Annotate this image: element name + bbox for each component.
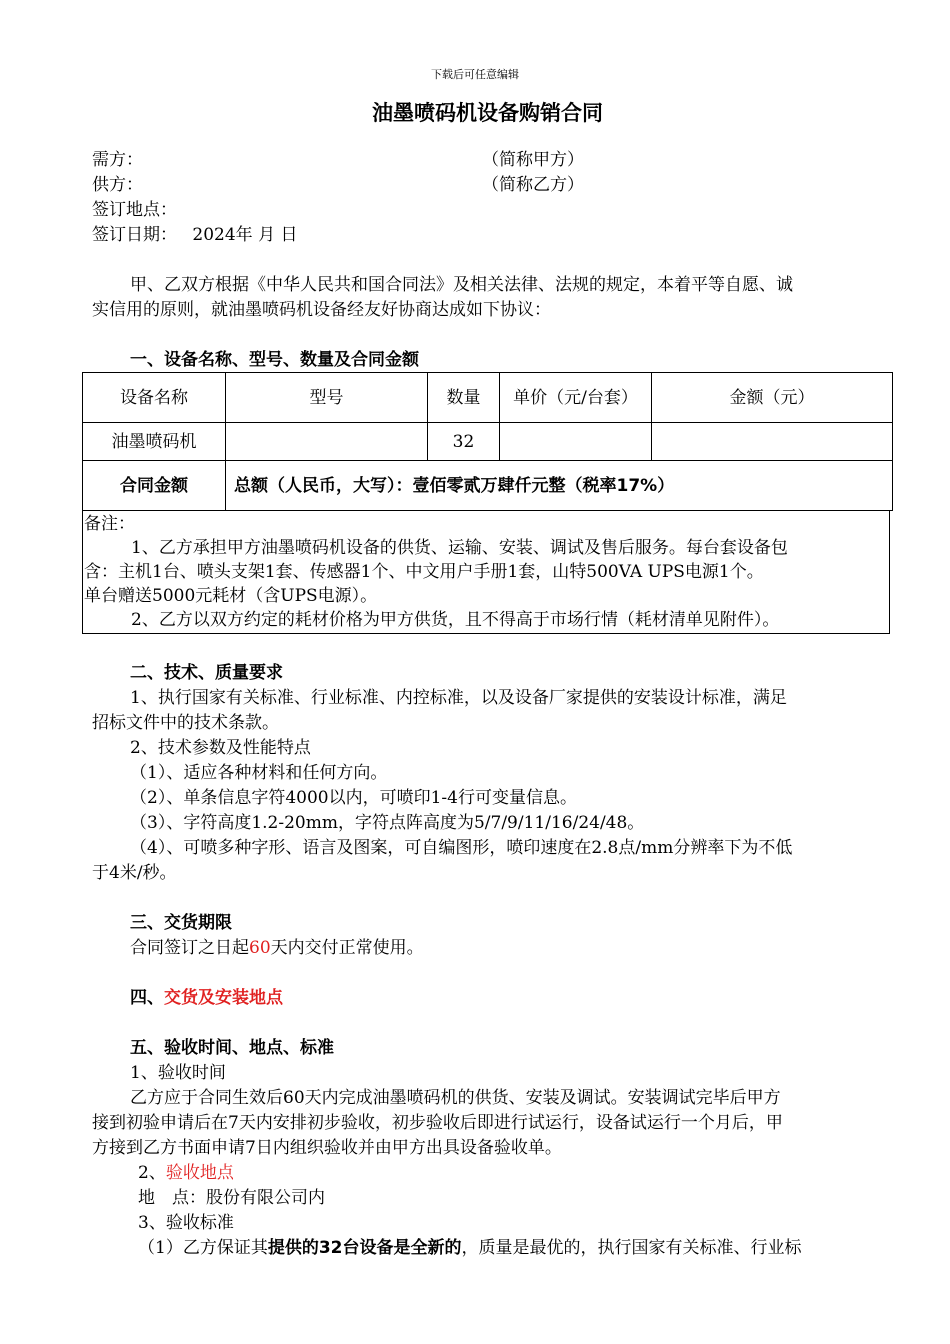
- col-header: 金额（元）: [652, 373, 893, 423]
- table-cell: [500, 423, 652, 461]
- remark-1-line-2: 含：主机1台、喷头支架1套、传感器1个、中文用户手册1套，山特500VA UPS电源1个。: [84, 562, 764, 582]
- acceptance-item-3: 3、验收标准: [138, 1213, 234, 1233]
- col-header: 设备名称: [83, 373, 226, 423]
- table-cell: [226, 423, 428, 461]
- acceptance-item-2-prefix: 2、: [138, 1163, 166, 1183]
- sign-date-value: 2024年 月 日: [192, 225, 298, 245]
- table-cell: 32: [428, 423, 500, 461]
- table-total-row: [83, 461, 893, 511]
- section4-prefix: 四、: [130, 988, 164, 1008]
- total-label: 合同金额: [83, 461, 226, 511]
- sign-date-label: 签订日期：: [92, 225, 177, 245]
- col-header: 单价（元/台套）: [500, 373, 652, 423]
- seller-note: （简称乙方）: [482, 175, 584, 195]
- equipment-table: [82, 372, 893, 511]
- table-row: [83, 423, 893, 461]
- tech-item-1-line-2: 招标文件中的技术条款。: [92, 713, 279, 733]
- sign-place-label: 签订地点：: [92, 200, 177, 220]
- tech-item-2: 2、技术参数及性能特点: [130, 738, 311, 758]
- remarks-label: 备注：: [84, 514, 135, 534]
- col-header: 数量: [428, 373, 500, 423]
- delivery-text-before: 合同签订之日起: [130, 938, 249, 958]
- tech-sub-2: （2）、单条信息字符4000以内，可喷印1-4行可变量信息。: [130, 788, 577, 808]
- acceptance-para-line-1: 乙方应于合同生效后60天内完成油墨喷码机的供货、安装及调试。安装调试完毕后甲方: [130, 1088, 781, 1108]
- tech-sub-3: （3）、字符高度1.2-20mm，字符点阵高度为5/7/9/11/16/24/48。: [130, 813, 645, 833]
- seller-label: 供方：: [92, 175, 143, 195]
- acceptance-item-1: 1、验收时间: [130, 1063, 226, 1083]
- table-cell: 油墨喷码机: [83, 423, 226, 461]
- table-header-row: [83, 373, 893, 423]
- intro-line-2: 实信用的原则，就油墨喷码机设备经友好协商达成如下协议：: [92, 300, 551, 320]
- delivery-days: 60: [249, 938, 271, 958]
- acceptance-item-2-title: 验收地点: [165, 1163, 234, 1183]
- delivery-text-after: 天内交付正常使用。: [270, 938, 424, 958]
- col-header: 型号: [226, 373, 428, 423]
- acceptance-standard-1: [138, 1236, 802, 1260]
- section2-heading: 二、技术、质量要求: [130, 663, 283, 683]
- remark-1-line-3: 单台赠送5000元耗材（含UPS电源）。: [84, 586, 378, 606]
- tech-sub-1: （1）、适应各种材料和任何方向。: [130, 763, 388, 783]
- header-note: 下载后可任意编辑: [431, 68, 519, 81]
- intro-line-1: 甲、乙双方根据《中华人民共和国合同法》及相关法律、法规的规定，本着平等自愿、诚: [130, 275, 793, 295]
- total-value: 总额（人民币，大写）：壹佰零贰万肆仟元整（税率17%）: [226, 461, 893, 511]
- standard-prefix: （1）乙方保证其: [138, 1238, 268, 1258]
- section4-title: 交货及安装地点: [164, 988, 283, 1008]
- tech-sub-4-line-1: （4）、可喷多种字形、语言及图案，可自编图形，喷印速度在2.8点/mm分辨率下为不低: [130, 838, 793, 858]
- table-cell: [652, 423, 893, 461]
- buyer-note: （简称甲方）: [482, 150, 584, 170]
- acceptance-para-line-2: 接到初验申请后在7天内安排初步验收，初步验收后即进行试运行，设备试运行一个月后，甲: [92, 1113, 783, 1133]
- acceptance-item-2: [138, 1161, 234, 1185]
- section3-heading: 三、交货期限: [130, 913, 232, 933]
- acceptance-para-line-3: 方接到乙方书面申请7日内组织验收并由甲方出具设备验收单。: [92, 1138, 562, 1158]
- remark-1-line-1: 1、乙方承担甲方油墨喷码机设备的供货、运输、安装、调试及售后服务。每台套设备包: [131, 538, 788, 558]
- section1-heading: 一、设备名称、型号、数量及合同金额: [130, 350, 419, 370]
- tech-sub-4-line-2: 于4米/秒。: [92, 863, 177, 883]
- acceptance-place: 地 点：股份有限公司内: [138, 1188, 325, 1208]
- standard-bold: 提供的32台设备是全新的: [267, 1238, 462, 1258]
- delivery-term: [130, 936, 424, 960]
- buyer-label: 需方：: [92, 150, 143, 170]
- section4-heading: [130, 986, 283, 1010]
- remarks-box: [82, 510, 890, 634]
- section5-heading: 五、验收时间、地点、标准: [130, 1038, 334, 1058]
- remark-2: 2、乙方以双方约定的耗材价格为甲方供货，且不得高于市场行情（耗材清单见附件）。: [131, 610, 780, 630]
- standard-rest: ，质量是最优的，执行国家有关标准、行业标: [461, 1238, 802, 1258]
- contract-title: 油墨喷码机设备购销合同: [372, 101, 603, 125]
- sign-date-row: [92, 223, 297, 247]
- tech-item-1-line-1: 1、执行国家有关标准、行业标准、内控标准，以及设备厂家提供的安装设计标准，满足: [130, 688, 787, 708]
